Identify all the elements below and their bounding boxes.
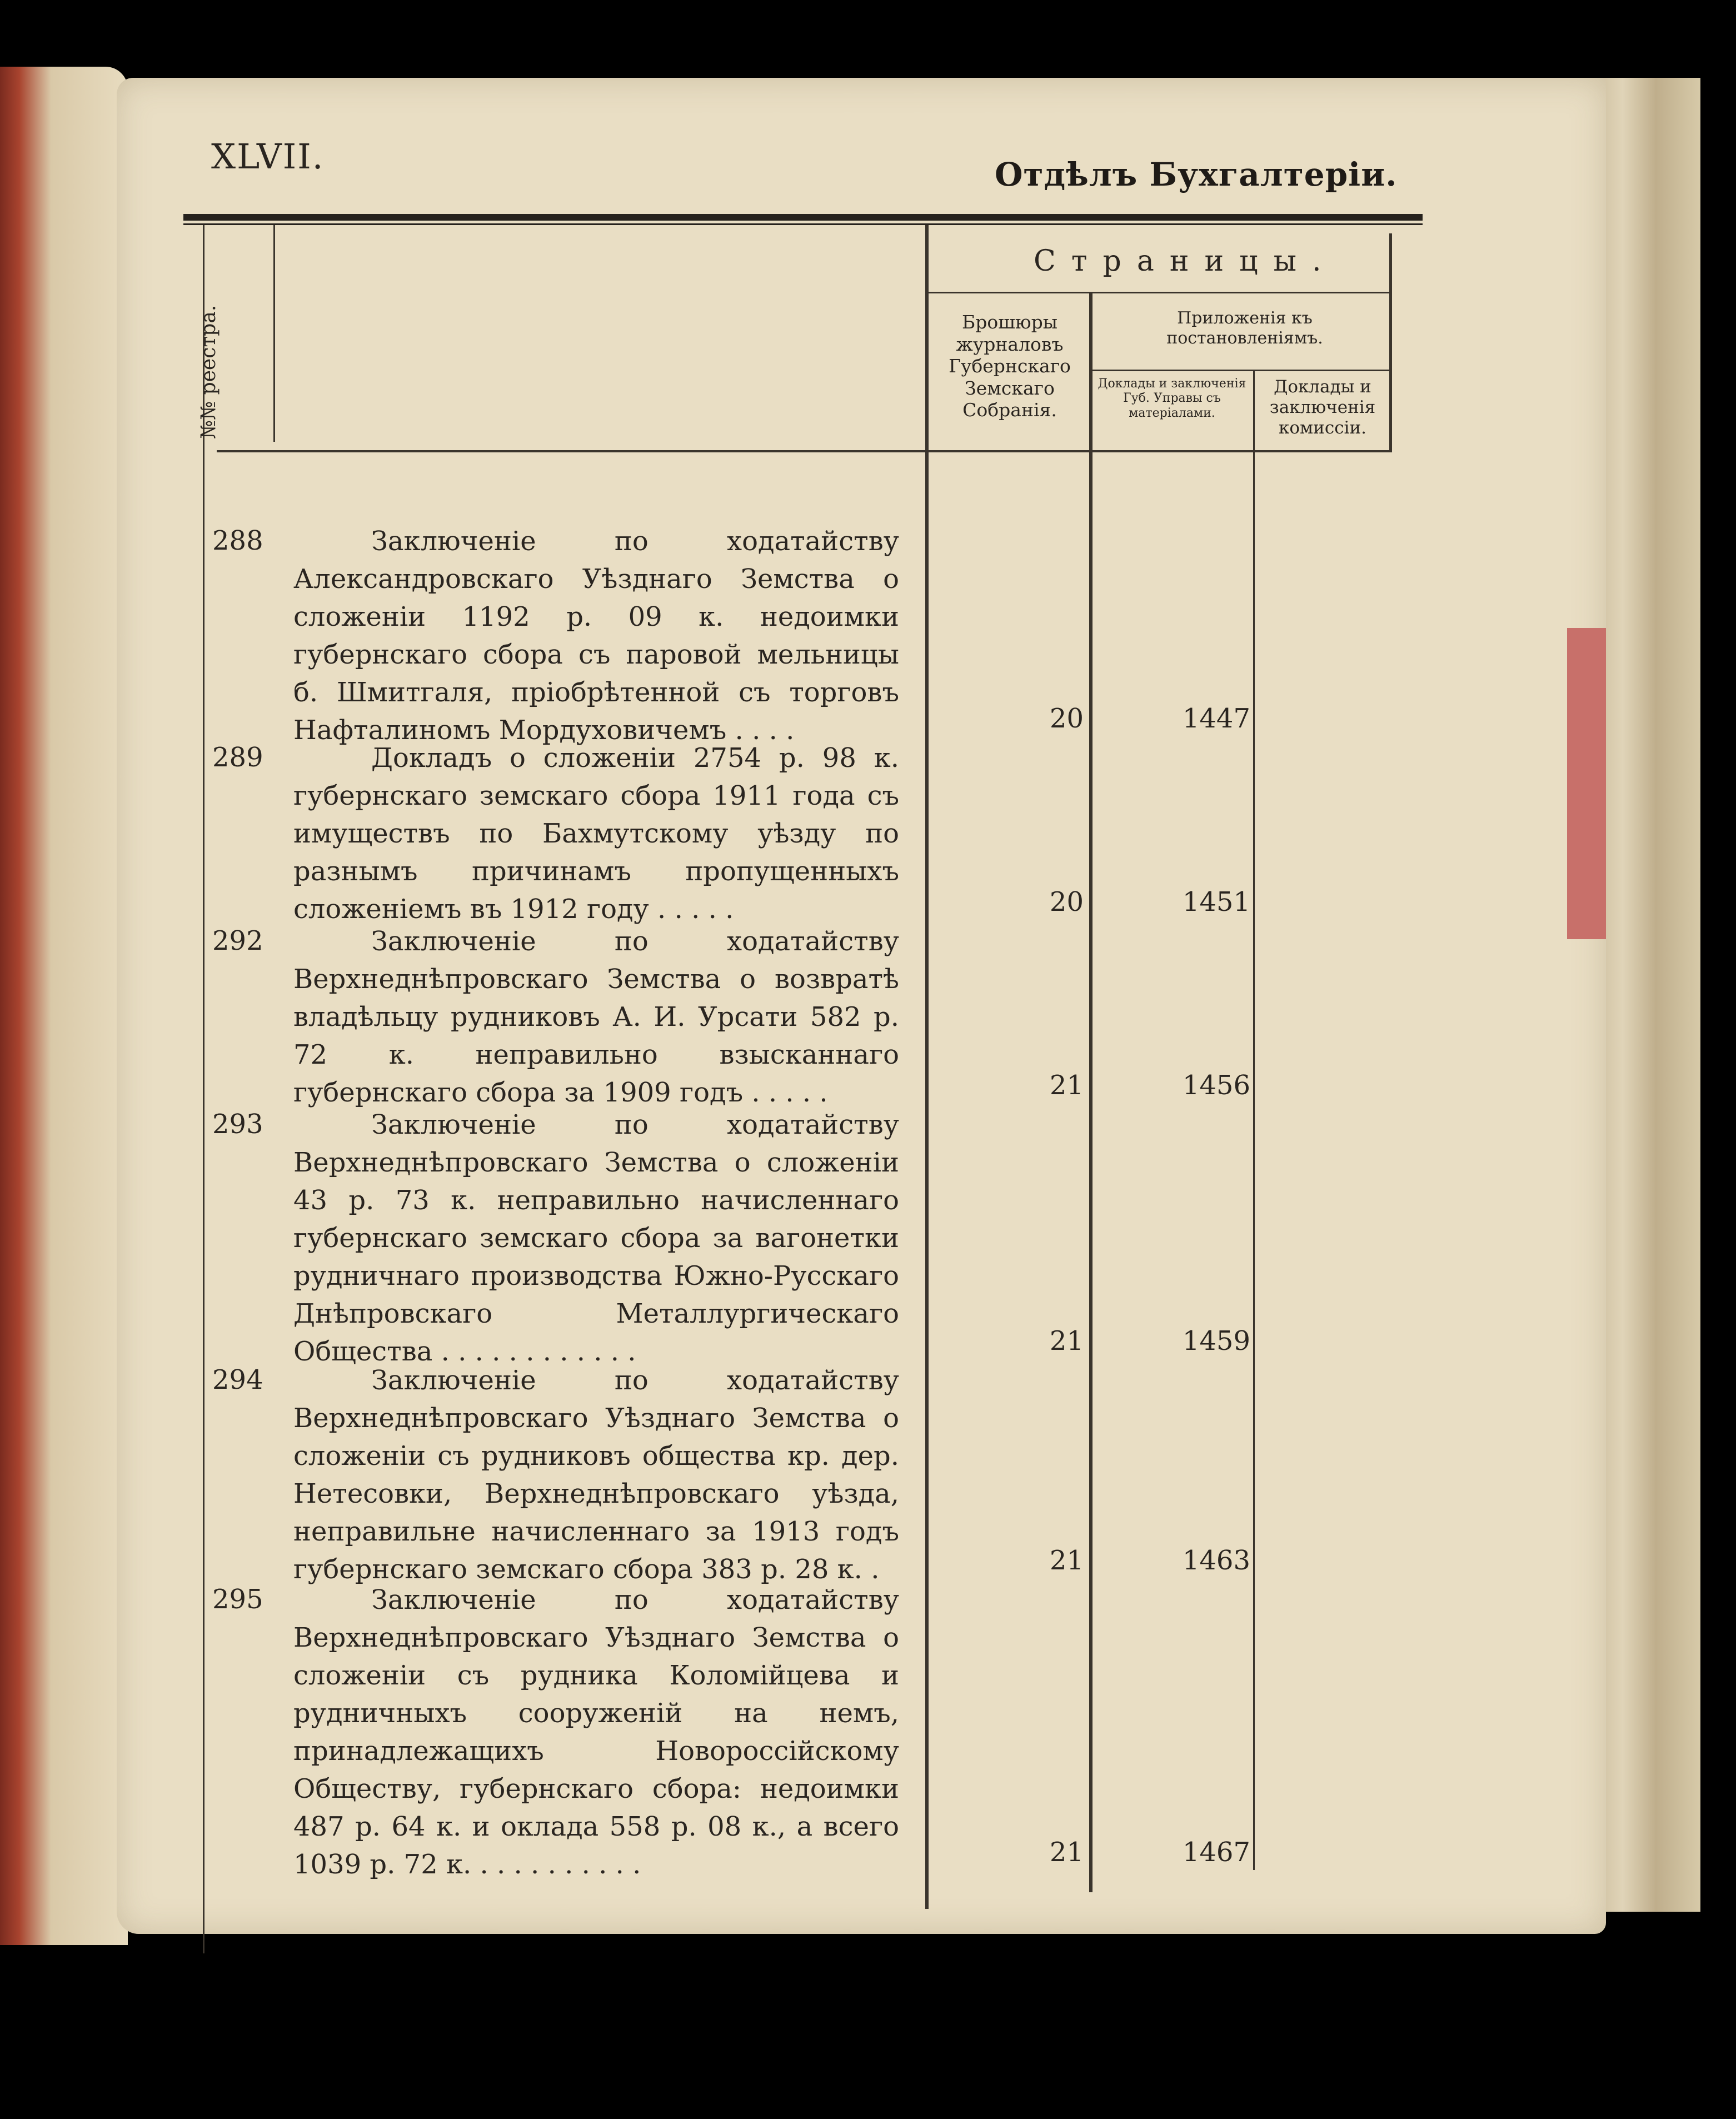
brochure-page: 21 xyxy=(1049,1837,1084,1868)
entry-text: Заключеніе по ходатайству Верхнеднѣпровскаго Земства о сложеніи 43 р. 73 к. неправильно начисленнаго губернскаго земскаго сбора за вагонетки рудничнаго производства Южно-Русскаго Днѣпровскаго Металлургическаго Общества . . . . . . . . . . . . xyxy=(293,1109,899,1367)
appendix-page: 1459 xyxy=(1182,1325,1250,1357)
col-header-registry: №№ реестра. xyxy=(197,305,220,439)
col-header-appendices: Приложенія къ постановленіямъ. xyxy=(1166,308,1323,348)
registry-number: 295 xyxy=(212,1584,263,1615)
brochure-page: 20 xyxy=(1049,703,1084,734)
registry-number: 289 xyxy=(212,742,263,773)
header-rule-thin xyxy=(183,223,1423,225)
header-bottom-rule xyxy=(217,450,1392,452)
col-divider-entry xyxy=(273,225,275,442)
col-header-reports-uprava: Доклады и заключенія Губ. Управы съ матеріалами. xyxy=(1098,377,1246,420)
registry-number: 288 xyxy=(212,525,263,556)
col-divider-right xyxy=(1389,233,1392,450)
left-page-edge xyxy=(0,67,128,1945)
col-divider-pages xyxy=(925,225,929,1909)
appendix-page: 1467 xyxy=(1182,1837,1250,1868)
brochure-page: 21 xyxy=(1049,1545,1084,1576)
col-divider-brochure xyxy=(1089,292,1093,1892)
col-divider-reports xyxy=(1253,370,1255,1870)
entry-text: Заключеніе по ходатайству Верхнеднѣпровскаго Уѣзднаго Земства о сложеніи съ рудника Коломійцева и рудничныхъ сооруженій на немъ, принадлежащихъ Новороссійскому Обществу, губернскаго сбора: недоимки 487 р. 64 к. и оклада 558 р. 08 к., а всего 1039 р. 72 к. . . . . . . . . . . xyxy=(293,1584,899,1880)
col-header-reports-commission: Доклады и заключенія комиссіи. xyxy=(1269,377,1376,438)
header-rule xyxy=(183,214,1423,221)
appendix-page: 1456 xyxy=(1182,1070,1250,1101)
pages-title-underline xyxy=(927,292,1391,293)
bookmark-tab xyxy=(1567,628,1606,939)
page-roman-numeral: XLVII. xyxy=(211,136,325,177)
appendix-underline xyxy=(1091,370,1391,371)
col-divider-registry xyxy=(203,225,204,1953)
entry-text: Заключеніе по ходатайству Александровскаго Уѣзднаго Земства о сложеніи 1192 р. 09 к. недоимки губернскаго сбора съ паровой мельницы б. Шмитгаля, пріобрѣтенной съ торговъ Нафталиномъ Мордуховичемъ . . . . xyxy=(293,526,899,746)
brochure-page: 21 xyxy=(1049,1325,1084,1357)
registry-number: 292 xyxy=(212,925,263,956)
section-title: Отдѣлъ Бухгалтеріи. xyxy=(995,156,1398,193)
appendix-page: 1447 xyxy=(1182,703,1250,734)
entry-text: Заключеніе по ходатайству Верхнеднѣпровскаго Уѣзднаго Земства о сложеніи съ рудниковъ общества кр. дер. Нетесовки, Верхнеднѣпровскаго уѣзда, неправильне начисленнаго за 1913 годъ губернскаго земскаго сбора 383 р. 28 к. . xyxy=(293,1365,899,1585)
entry-text: Заключеніе по ходатайству Верхнеднѣпровскаго Земства о возвратѣ владѣльцу рудниковъ А. И. Урсати 582 р. 72 к. неправильно взысканнаго губернскаго сбора за 1909 годъ . . . . . xyxy=(293,926,899,1108)
right-page-stack xyxy=(1589,78,1700,1912)
brochure-page: 21 xyxy=(1049,1070,1084,1101)
col-header-pages: Страницы. xyxy=(1034,245,1337,278)
col-header-brochures: Брошюры журналовъ Губернскаго Земскаго Собранія. xyxy=(949,311,1071,421)
registry-number: 293 xyxy=(212,1109,263,1140)
brochure-page: 20 xyxy=(1049,886,1084,918)
appendix-page: 1463 xyxy=(1182,1545,1250,1576)
appendix-page: 1451 xyxy=(1182,886,1250,918)
registry-number: 294 xyxy=(212,1364,263,1395)
entry-text: Докладъ о сложеніи 2754 р. 98 к. губернскаго земскаго сбора 1911 года съ имуществъ по Бахмутскому уѣзду по разнымъ причинамъ пропущенныхъ сложеніемъ въ 1912 году . . . . . xyxy=(293,742,899,925)
